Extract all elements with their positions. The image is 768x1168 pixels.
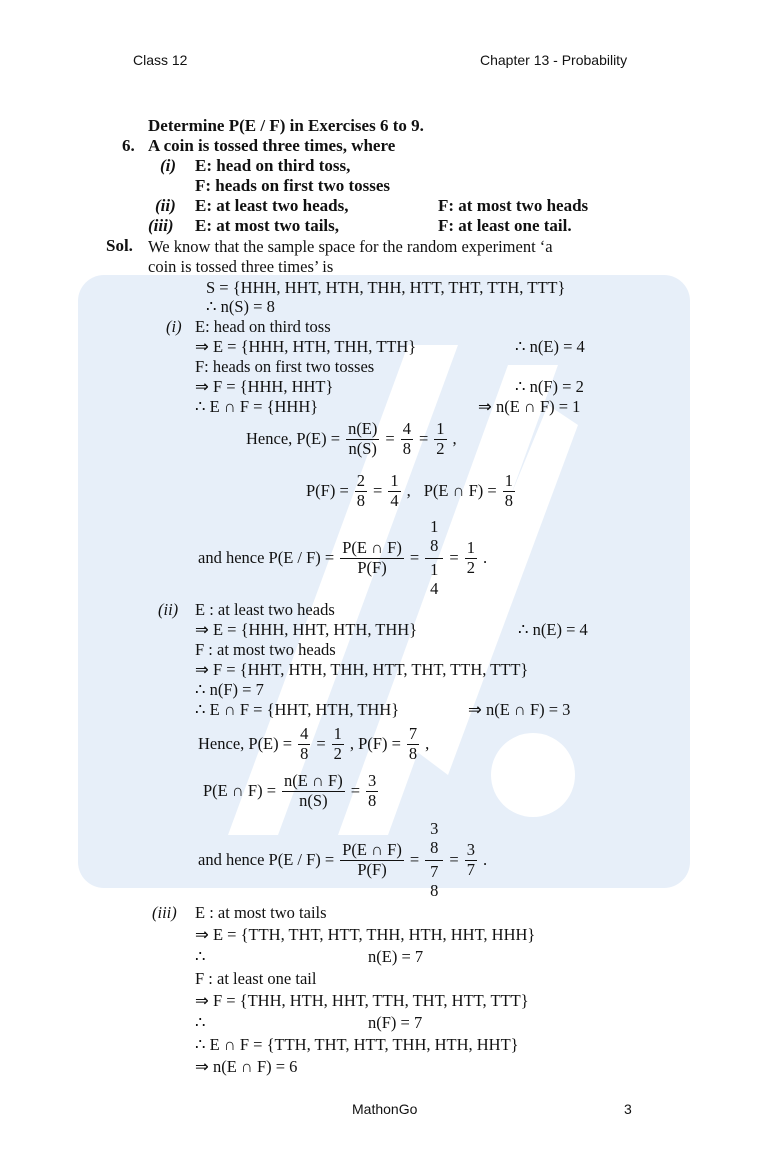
part-i-e-desc: E: head on third toss	[195, 317, 331, 336]
part-ii-f-set: ⇒ F = {HHT, HTH, THH, HTT, THT, TTH, TTT}	[195, 660, 529, 679]
part-i-nf: ∴ n(F) = 2	[515, 377, 584, 396]
part-ii-pef-equation: P(E ∩ F) = $\frac{n(E \cap F)}{n(S)}$ = $\frac{3}{8}$	[203, 771, 377, 810]
part-i-f-set: ⇒ F = {HHH, HHT}	[195, 377, 334, 396]
part-e: E: at most two tails,	[195, 216, 340, 235]
part-f: F: at most two heads	[438, 196, 589, 215]
part-ii-nf: ∴ n(F) = 7	[195, 680, 264, 699]
part-e: E: head on third toss,	[195, 156, 351, 175]
part-i-pe-equation: Hence, P(E) = $\frac{n(E)}{n(S)}$ = $\frac{4}{8}$ = $\frac{1}{2}$ ,	[246, 419, 457, 458]
part-iii-ne: n(E) = 7	[368, 947, 424, 966]
part-ii-label: (ii)	[158, 600, 179, 619]
page-number: 3	[624, 1101, 632, 1117]
part-i-pf-equation: P(F) = $\frac{2}{8}$ = $\frac{1}{4}$ , P(E ∩ F) = $\frac{1}{8}$	[306, 471, 513, 510]
part-iii-f-set: ⇒ F = {THH, HTH, HHT, TTH, THT, HTT, TTT}	[195, 991, 529, 1010]
part-ii-ef-set: ∴ E ∩ F = {HHT, HTH, THH}	[195, 700, 400, 719]
part-i-label: (i)	[166, 317, 182, 336]
part-ii-f-desc: F : at most two heads	[195, 640, 336, 659]
part-i-e-set: ⇒ E = {HHH, HTH, THH, TTH}	[195, 337, 417, 356]
part-i-ne: ∴ n(E) = 4	[515, 337, 585, 356]
therefore-symbol: ∴	[195, 947, 206, 966]
sample-space: S = {HHH, HHT, HTH, THH, HTT, THT, TTH, TTT}	[206, 278, 566, 297]
part-i-f-desc: F: heads on first two tosses	[195, 357, 375, 376]
part-f: F: heads on first two tosses	[195, 176, 391, 195]
part-label: (i)	[160, 156, 177, 175]
part-i-conditional-equation: and hence P(E / F) = $\frac{P(E \cap F)}{P(F)}$ = 1 8 1 4 = $\frac{1}{2}$ .	[198, 517, 488, 598]
sample-space-count: ∴ n(S) = 8	[206, 297, 275, 316]
part-ii-pe-equation: Hence, P(E) = $\frac{4}{8}$ = $\frac{1}{2}$ , P(F) = $\frac{7}{8}$ ,	[198, 724, 430, 763]
part-f: F: at least one tail.	[438, 216, 572, 235]
part-iii-ef-set: ∴ E ∩ F = {TTH, THT, HTT, THH, HTH, HHT}	[195, 1035, 519, 1054]
header-class: Class 12	[133, 52, 188, 68]
part-iii-nef: ⇒ n(E ∩ F) = 6	[195, 1057, 298, 1076]
question-intro: Determine P(E / F) in Exercises 6 to 9.	[148, 116, 424, 135]
part-iii-e-set: ⇒ E = {TTH, THT, HTT, THH, HTH, HHT, HHH}	[195, 925, 536, 944]
part-ii-e-set: ⇒ E = {HHH, HHT, HTH, THH}	[195, 620, 418, 639]
part-i-ef-set: ∴ E ∩ F = {HHH}	[195, 397, 319, 416]
part-e: E: at least two heads,	[195, 196, 349, 215]
part-i-nef: ⇒ n(E ∩ F) = 1	[478, 397, 581, 416]
part-iii-nf: n(F) = 7	[368, 1013, 423, 1032]
header-chapter: Chapter 13 - Probability	[480, 52, 628, 68]
part-label: (ii)	[155, 196, 176, 215]
part-iii-e-desc: E : at most two tails	[195, 903, 327, 922]
therefore-symbol: ∴	[195, 1013, 206, 1032]
solution-label: Sol.	[106, 236, 133, 255]
question-number: 6.	[122, 136, 135, 155]
part-iii-f-desc: F : at least one tail	[195, 969, 317, 988]
part-ii-nef: ⇒ n(E ∩ F) = 3	[468, 700, 571, 719]
question-stem: A coin is tossed three times, where	[148, 136, 396, 155]
footer-brand: MathonGo	[352, 1101, 418, 1117]
part-label: (iii)	[148, 216, 174, 235]
part-ii-ne: ∴ n(E) = 4	[518, 620, 588, 639]
part-ii-conditional-equation: and hence P(E / F) = $\frac{P(E \cap F)}{P(F)}$ = 3 8 7 8 = $\frac{3}{7}$ .	[198, 819, 488, 900]
solution-line-1: We know that the sample space for the random experiment ‘a	[148, 237, 553, 256]
part-iii-label: (iii)	[152, 903, 177, 922]
part-ii-e-desc: E : at least two heads	[195, 600, 335, 619]
solution-line-2: coin is tossed three times’ is	[148, 257, 334, 276]
